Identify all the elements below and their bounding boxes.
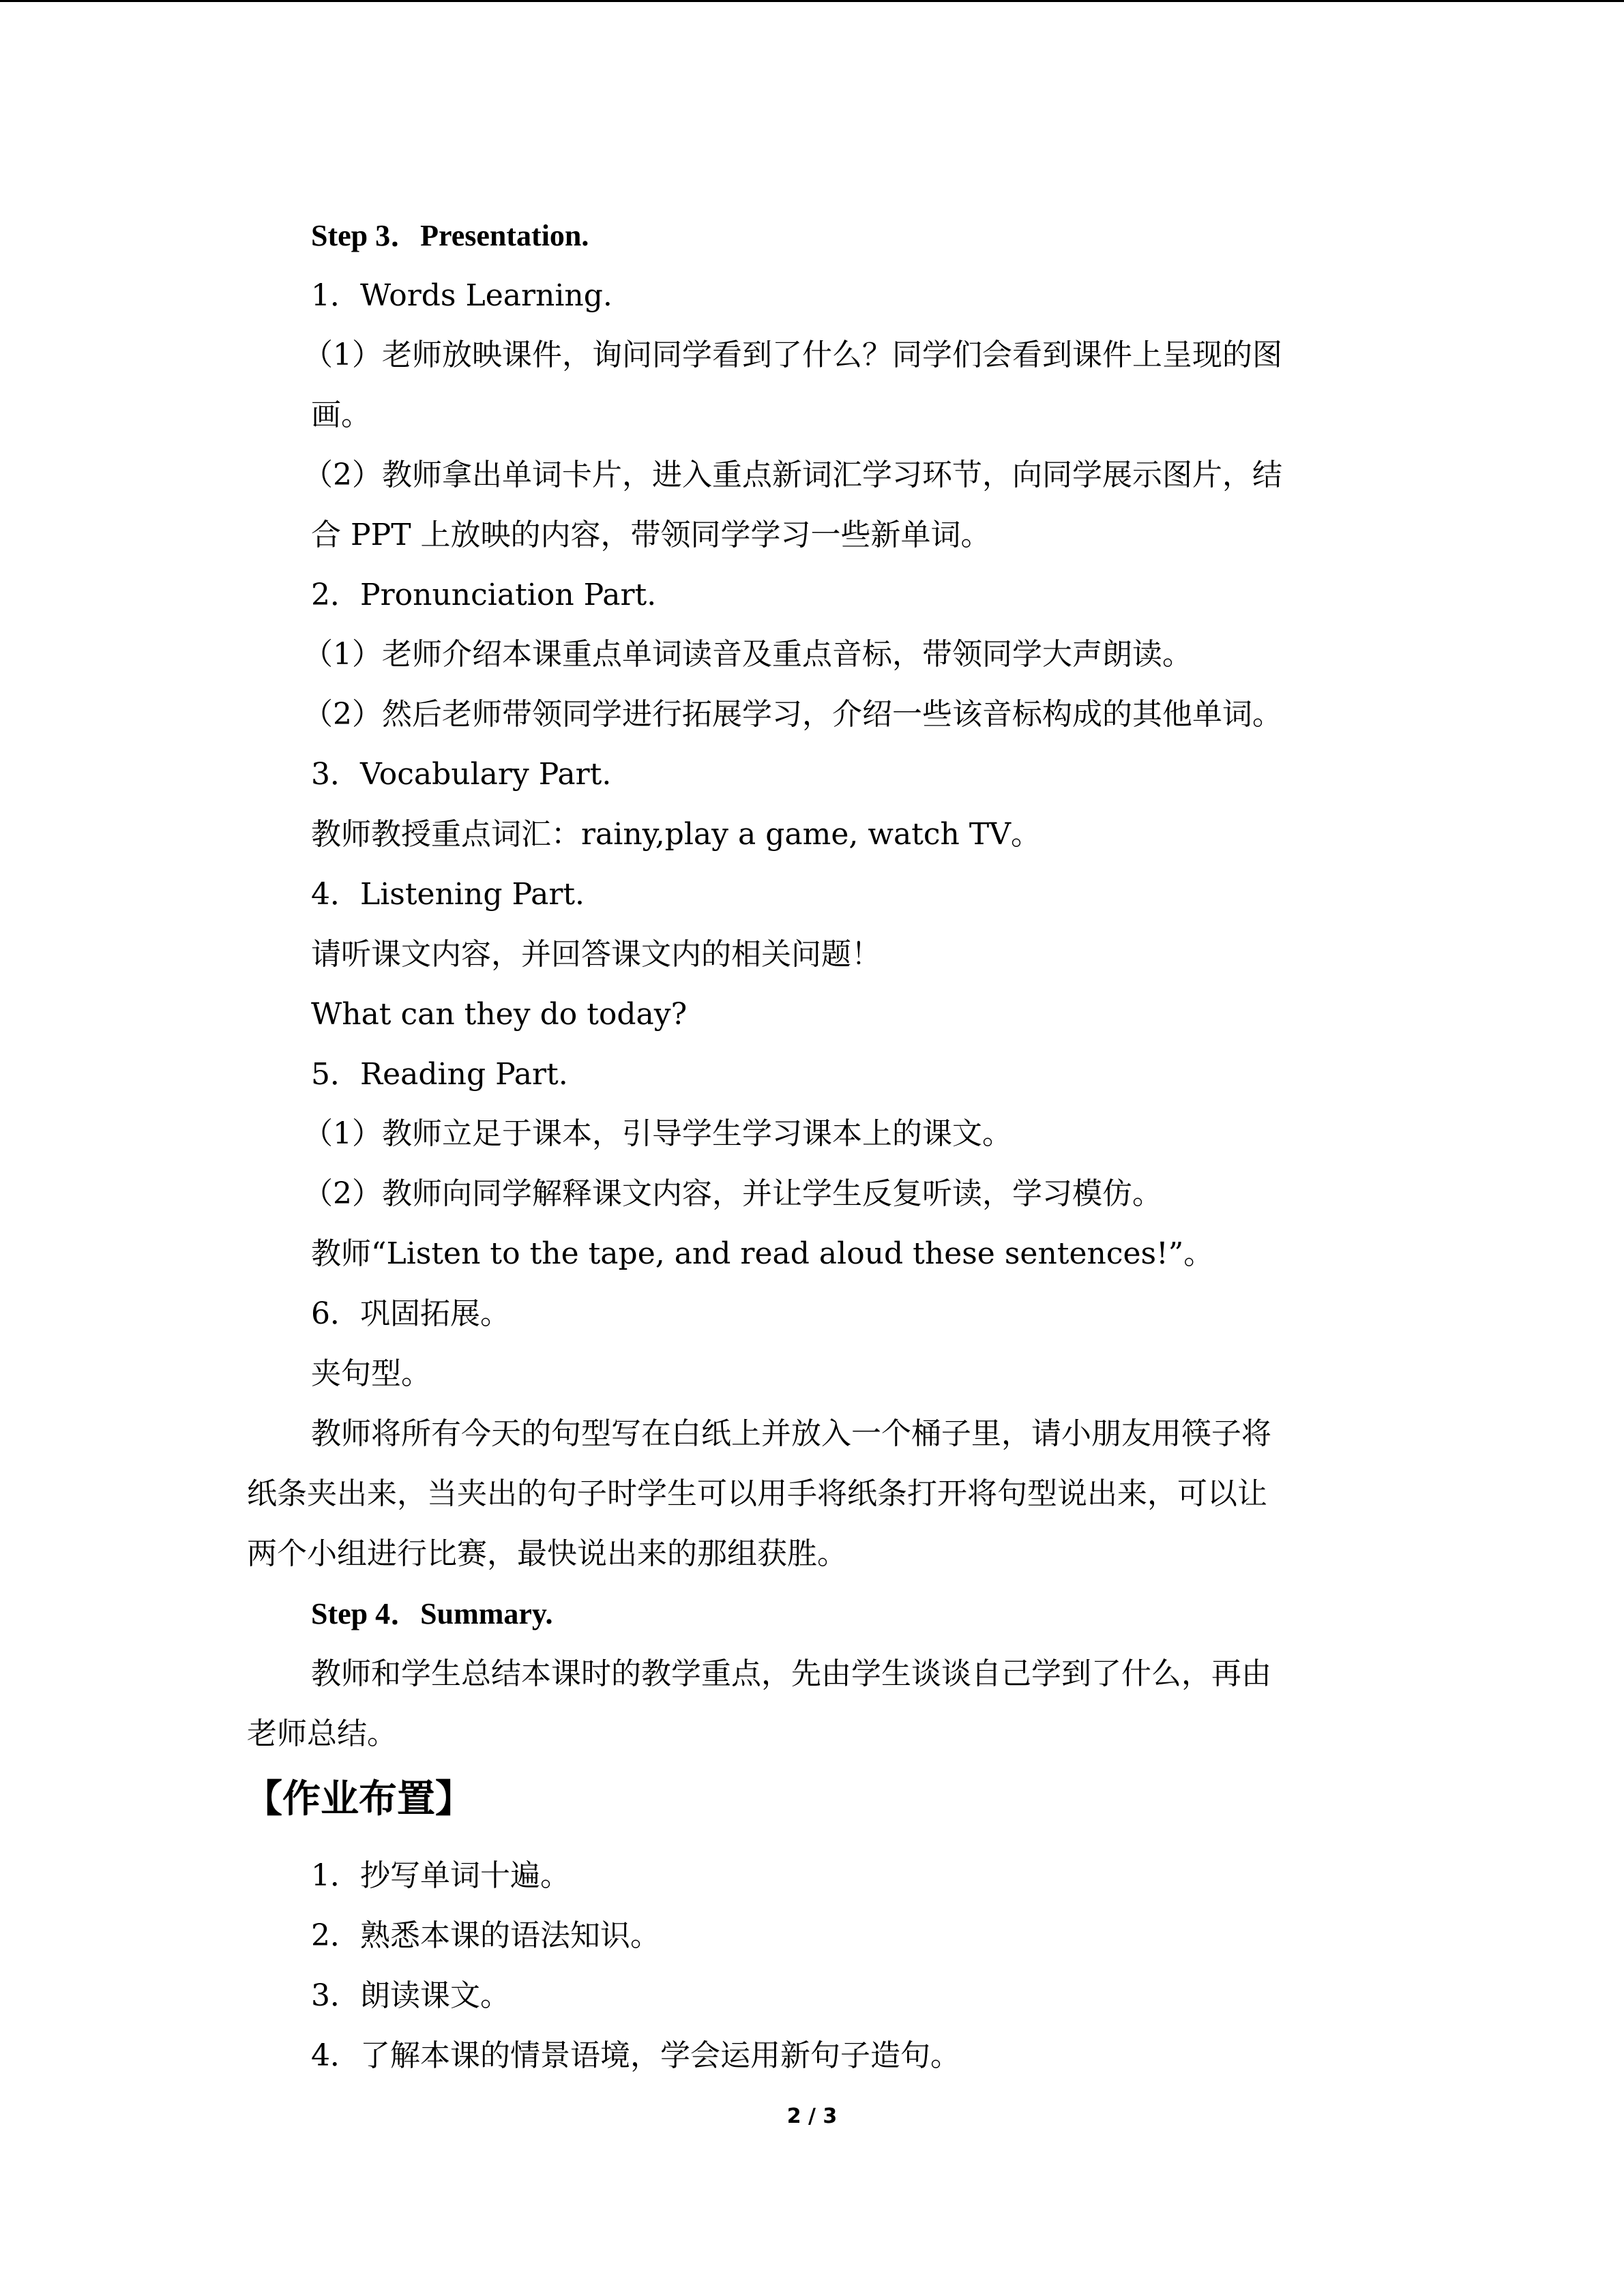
paragraph-line: 夹句型。 [311, 1356, 431, 1391]
paragraph-line: 教师教授重点词汇：rainy,play a game, watch TV。 [311, 817, 1042, 852]
paragraph-line: 教师“Listen to the tape, and read aloud these sentences!”。 [311, 1236, 1214, 1271]
paragraph-line: 纸条夹出来，当夹出的句子时学生可以用手将纸条打开将句型说出来，可以让 [247, 1476, 1267, 1511]
paragraph-line: （1）老师放映课件，询问同学看到了什么？同学们会看到课件上呈现的图 [303, 338, 1282, 372]
paragraph-line: 老师总结。 [247, 1716, 397, 1751]
consolidation-title: 6．巩固拓展。 [311, 1296, 510, 1331]
listening-part-title: 4．Listening Part. [311, 877, 585, 912]
paragraph-line: （2）教师向同学解释课文内容，并让学生反复听读，学习模仿。 [303, 1176, 1162, 1211]
paragraph-line: （2）教师拿出单词卡片，进入重点新词汇学习环节，向同学展示图片，结 [303, 458, 1282, 492]
top-border-line [0, 0, 1624, 2]
paragraph-line: （1）老师介绍本课重点单词读音及重点音标，带领同学大声朗读。 [303, 637, 1192, 672]
paragraph-line: （2）然后老师带领同学进行拓展学习，介绍一些该音标构成的其他单词。 [303, 697, 1282, 732]
paragraph-line: 教师将所有今天的句型写在白纸上并放入一个桶子里，请小朋友用筷子将 [311, 1416, 1271, 1451]
reading-part-title: 5．Reading Part. [311, 1057, 568, 1092]
page-number: 2 / 3 [786, 2104, 838, 2128]
paragraph-line: What can they do today? [311, 997, 688, 1032]
homework-item: 3．朗读课文。 [311, 1978, 510, 2013]
step-4-heading: Step 4．Summary. [311, 1597, 553, 1630]
paragraph-line: 画。 [311, 398, 371, 432]
paragraph-line: 请听课文内容，并回答课文内的相关问题！ [311, 937, 881, 972]
paragraph-line: 两个小组进行比赛，最快说出来的那组获胜。 [247, 1536, 847, 1571]
step-3-heading: Step 3．Presentation. [311, 219, 589, 252]
words-learning-title: 1．Words Learning. [311, 278, 612, 313]
homework-item: 4．了解本课的情景语境，学会运用新句子造句。 [311, 2038, 960, 2073]
homework-section-heading: 【作业布置】 [244, 1777, 473, 1821]
paragraph-line: 教师和学生总结本课时的教学重点，先由学生谈谈自己学到了什么，再由 [311, 1656, 1271, 1691]
homework-item: 2．熟悉本课的语法知识。 [311, 1918, 660, 1953]
homework-item: 1．抄写单词十遍。 [311, 1858, 570, 1893]
vocabulary-part-title: 3．Vocabulary Part. [311, 757, 612, 792]
pronunciation-part-title: 2．Pronunciation Part. [311, 578, 657, 612]
paragraph-line: （1）教师立足于课本，引导学生学习课本上的课文。 [303, 1116, 1012, 1151]
paragraph-line: 合 PPT 上放映的内容，带领同学学习一些新单词。 [311, 518, 991, 552]
